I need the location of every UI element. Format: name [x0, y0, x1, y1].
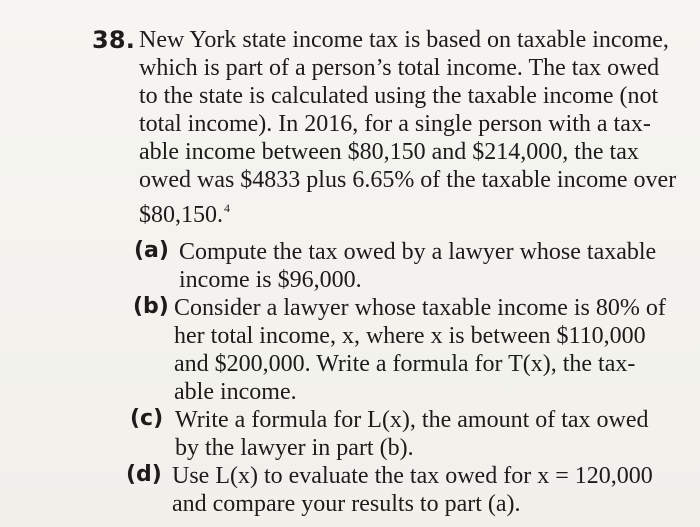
stem-line: New York state income tax is based on taxable income, [139, 27, 669, 53]
part-b-label: (b) [133, 294, 169, 319]
stem-line-text: $80,150. [139, 202, 223, 228]
problem-stem [139, 26, 687, 228]
part-line: able income. [174, 379, 297, 405]
part-a-text [179, 238, 690, 294]
part-d-label: (d) [126, 462, 162, 487]
part-line: by the lawyer in part (b). [175, 435, 414, 461]
part-d [126, 462, 690, 518]
stem-line: owed was $4833 plus 6.65% of the taxable income over [139, 167, 677, 193]
stem-line: to the state is calculated using the taxable income (not [139, 83, 659, 109]
footnote-marker: 4 [224, 201, 230, 215]
part-line: Use L(x) to evaluate the tax owed for x = 120,000 [172, 463, 653, 489]
part-line: Consider a lawyer whose taxable income is 80% of [174, 295, 666, 321]
part-line: and compare your results to part (a). [172, 491, 521, 517]
part-c-label: (c) [130, 406, 164, 431]
part-a-label: (a) [134, 238, 169, 263]
stem-line: total income). In 2016, for a single person with a tax- [139, 111, 651, 137]
stem-last-line [139, 194, 687, 228]
part-line: Write a formula for L(x), the amount of tax owed [175, 407, 649, 433]
stem-line: able income between $80,150 and $214,000, the tax [139, 139, 639, 165]
part-line: Compute the tax owed by a lawyer whose taxable [179, 239, 657, 265]
part-line: income is $96,000. [179, 267, 362, 293]
part-b [130, 294, 690, 406]
part-a [130, 238, 690, 294]
part-c-text [175, 406, 690, 462]
part-line: her total income, x, where x is between $110,000 [174, 323, 646, 349]
part-line: and $200,000. Write a formula for T(x), the tax- [174, 351, 636, 377]
problem-number: 38. [92, 26, 136, 54]
stem-line: which is part of a person’s total income. The tax owed [139, 55, 660, 81]
part-b-text [174, 294, 690, 406]
part-c [130, 406, 690, 462]
part-d-text [172, 462, 690, 518]
problem-parts [126, 238, 690, 518]
